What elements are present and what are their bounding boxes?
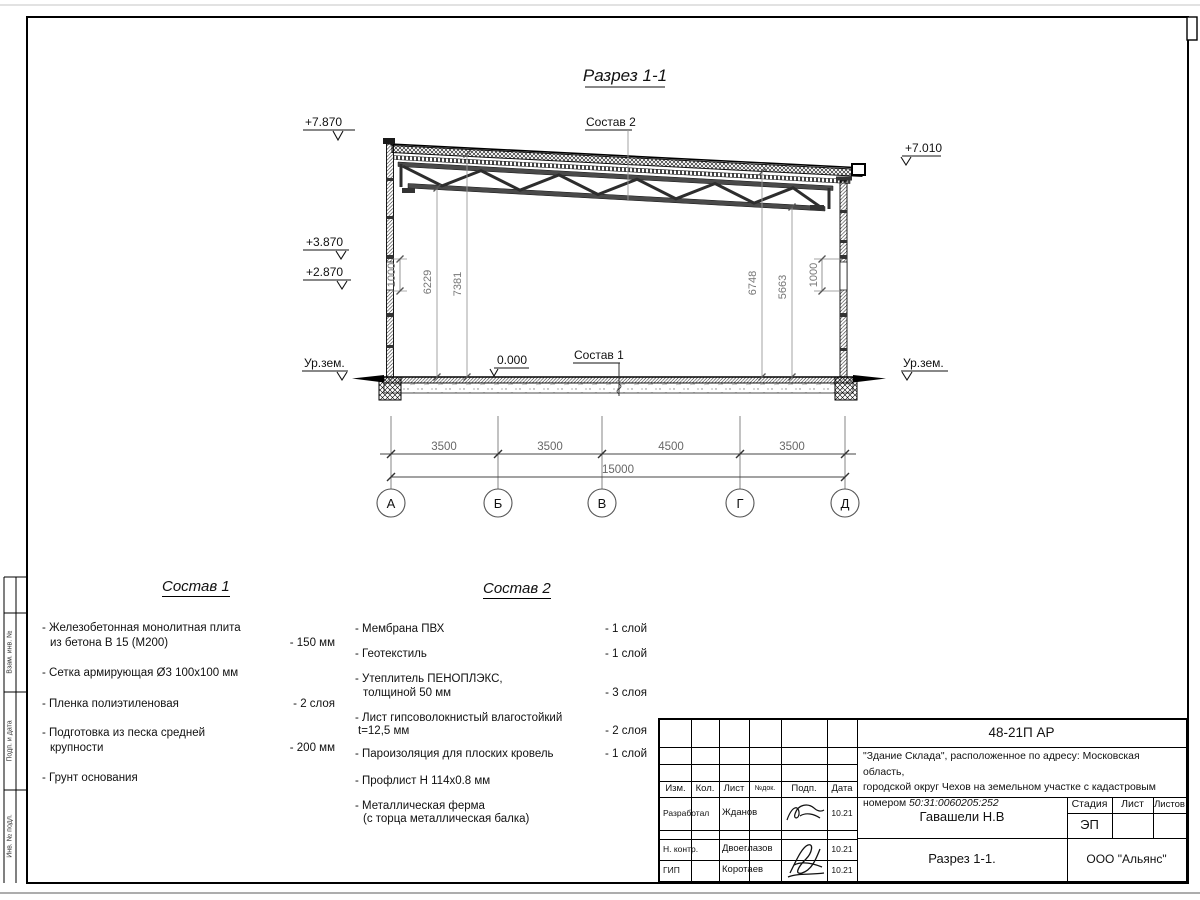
- composition2-item: - Пароизоляция для плоских кровель: [355, 748, 554, 760]
- frame-side-label-1: Взам. инв. №: [6, 630, 14, 674]
- frame-side-label-3: Инв. № подл.: [6, 814, 14, 858]
- composition2-item: - Металлическая ферма: [355, 800, 485, 812]
- dim-span-1: 3500: [431, 441, 457, 453]
- row-role: ГИП: [663, 864, 680, 875]
- roof-right-bearing: [836, 177, 852, 181]
- dim-span-4: 3500: [779, 441, 805, 453]
- sheet-drawing-name: Разрез 1-1.: [928, 851, 996, 867]
- composition1-item: - Железобетонная монолитная плита: [42, 622, 241, 634]
- composition2-title: Состав 2: [483, 580, 551, 597]
- axis-label-b: Б: [493, 496, 503, 511]
- sheets-label: Листов: [1154, 798, 1185, 810]
- axis-bubbles: [377, 489, 859, 517]
- row-name: Двоеглазов: [722, 843, 773, 855]
- row-date: 10.21: [831, 864, 853, 875]
- drawing-title: Разрез 1-1: [582, 66, 668, 85]
- left-wall: [383, 138, 395, 377]
- row-role: Разработал: [663, 807, 710, 818]
- elevation-roof-right: +7.010: [905, 141, 943, 155]
- composition2-item: - Геотекстиль: [355, 648, 427, 660]
- composition2-item: - Профлист Н 114x0.8 мм: [355, 775, 491, 787]
- frame-corner-box: [1187, 17, 1197, 40]
- approver-name: Гавашели Н.В: [919, 809, 1005, 825]
- row-date: 10.21: [831, 843, 853, 854]
- composition2-leader-label: Состав 2: [586, 115, 636, 129]
- col-izm: Изм.: [665, 782, 686, 794]
- axis-label-a: А: [386, 496, 396, 511]
- signature-icon: [784, 800, 826, 828]
- dim-left-1000: 1000: [386, 262, 398, 288]
- company-name: ООО "Альянс": [1086, 851, 1167, 866]
- axis-label-g: Г: [736, 496, 744, 511]
- right-wall: [840, 181, 847, 377]
- axis-label-v: В: [597, 496, 607, 511]
- composition1-item: - Пленка полиэтиленовая: [42, 698, 179, 710]
- ground-level-right: Ур.зем.: [903, 356, 944, 370]
- dim-span-3: 4500: [658, 441, 684, 453]
- composition1-list: Состав 1 - Железобетонная монолитная плита из бетона В 15 (М200) - 150 мм - Сетка армирующая Ø3 100x100 мм - Пленка полиэтиленовая - 2 слоя - Подготовка из песка средней крупности - 200 мм - Грунт основания: [42, 578, 335, 784]
- row-name: Коротаев: [722, 864, 764, 876]
- col-ndok: №док.: [754, 785, 776, 793]
- composition1-item: - Грунт основания: [42, 772, 138, 784]
- row-date: 10.21: [831, 807, 853, 818]
- dim-right-5663: 5663: [777, 274, 789, 300]
- sheet-label: Лист: [1121, 798, 1144, 811]
- elevation-parapet-left: +7.870: [305, 115, 343, 129]
- dim-left-6229: 6229: [422, 269, 434, 295]
- title-block: [658, 718, 1188, 883]
- document-code: 48-21П АР: [988, 725, 1055, 741]
- composition1-item: - Подготовка из песка средней: [42, 727, 206, 739]
- col-kol: Кол.: [695, 782, 715, 794]
- col-data: Дата: [831, 782, 853, 794]
- composition2-item: - Мембрана ПВХ: [355, 623, 445, 635]
- stage-value: ЭП: [1080, 817, 1099, 833]
- frame-side-label-2: Подп. и дата: [6, 720, 14, 762]
- composition2-item: - Лист гипсоволокнистый влагостойкий: [355, 712, 563, 724]
- dim-total: 15000: [602, 464, 634, 476]
- axis-label-d: Д: [840, 496, 850, 511]
- composition1-title: Состав 1: [162, 578, 230, 595]
- dim-left-7381: 7381: [452, 271, 464, 297]
- row-role: Н. контр.: [663, 843, 699, 854]
- ground-level-left: Ур.зем.: [304, 356, 345, 370]
- project-description: "Здание Склада", расположенное по адресу: Московская область, городской округ Чехов на земельном участке с кадастровым номером 50:31:0060205:252: [863, 751, 1156, 809]
- composition1-leader-label: Состав 1: [574, 348, 624, 362]
- composition1-item: - Сетка армирующая Ø3 100x100 мм: [42, 667, 239, 679]
- dim-right-6748: 6748: [747, 270, 759, 296]
- composition2-list: Состав 2 - Мембрана ПВХ - 1 слой - Геотекстиль - 1 слой - Утеплитель ПЕНОПЛЭКС, толщиной 50 мм - 3 слоя - Лист гипсоволокнистый влагостойкий t=12,5 мм - 2 слоя - Пароизоляция для плоских кровель - 1 слой - Профлист Н 114x0.8 мм - Металлическая ферма (с торца металлическая балка): [355, 580, 647, 825]
- elevation-wall-left-lower: +2.870: [306, 265, 344, 279]
- stage-label: Стадия: [1071, 798, 1108, 811]
- signature-icon: [782, 839, 828, 881]
- col-podp: Подп.: [791, 782, 817, 794]
- dim-right-1000: 1000: [808, 262, 820, 288]
- composition2-item: - Утеплитель ПЕНОПЛЭКС,: [355, 673, 503, 685]
- elevation-floor-zero: 0.000: [497, 353, 528, 367]
- cadastral-number: 50:31:0060205:252: [909, 797, 999, 809]
- dim-span-2: 3500: [537, 441, 563, 453]
- elevation-wall-left-upper: +3.870: [306, 235, 344, 249]
- col-list: Лист: [723, 782, 745, 794]
- row-name: Жданов: [722, 807, 758, 819]
- roof-end-cap: [852, 164, 865, 175]
